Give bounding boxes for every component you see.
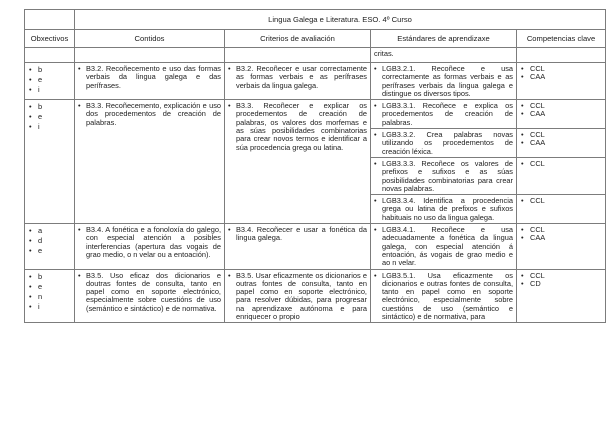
objectives-list (28, 226, 71, 256)
criterion-text: • B3.5. Usar eficazmente os dicionarios e outras fontes de consulta, tanto en papel como en soporte electrónico, para resolver dúbidas, para progresar na aprendizaxe autónoma e para enriquecer o propio (228, 272, 367, 322)
content-text: • B3.4. A fonética e a fonoloxía do galego, con especial atención a posibles interferencias (apertura das vogais de grao medio, o n velar ou a entoación). (78, 226, 221, 259)
criterion-text: • B3.4. Recoñecer e usar a fonética da lingua galega. (228, 226, 367, 243)
curriculum-table (24, 9, 606, 323)
standard-cell (371, 224, 517, 269)
competence-item: • CCL (520, 272, 602, 280)
criterion-cell (225, 63, 371, 100)
objective-item: • e (28, 246, 71, 256)
competences-list (520, 65, 602, 82)
competence-item: • CCL (520, 102, 602, 110)
competences-cell (517, 100, 606, 129)
objectives-list (28, 65, 71, 95)
table-row (25, 100, 606, 129)
objectives-cell (25, 63, 75, 100)
header-row (25, 30, 606, 48)
objective-item: • i (28, 302, 71, 312)
objective-item: • b (28, 102, 71, 112)
competence-item: • CAA (520, 234, 602, 242)
competence-item: • CD (520, 280, 602, 288)
header-objectives: Obxectivos (25, 30, 75, 48)
content-cell (75, 63, 225, 100)
criterion-text: • B3.2. Recoñecer e usar correctamente as formas verbais e as perífrases verbais da lingua galega. (228, 65, 367, 90)
competence-item: • CCL (520, 226, 602, 234)
objective-item: • e (28, 282, 71, 292)
objective-item: • i (28, 122, 71, 132)
empty-corner-cell (25, 10, 75, 30)
objectives-list (28, 272, 71, 312)
criterion-cell (225, 269, 371, 323)
competence-item: • CAA (520, 73, 602, 81)
standard-cell (371, 100, 517, 129)
title-row (25, 10, 606, 30)
objective-item: • b (28, 272, 71, 282)
competences-cell (517, 63, 606, 100)
table-body (25, 10, 606, 323)
competence-item: • CAA (520, 110, 602, 118)
competence-item: • CAA (520, 139, 602, 147)
content-cell (75, 269, 225, 323)
table-row (25, 269, 606, 323)
continuation-standard-text: critas. (371, 48, 517, 63)
competences-cell (517, 269, 606, 323)
table-title: Lingua Galega e Literatura. ESO. 4º Curso (75, 10, 606, 30)
continuation-empty-cell (75, 48, 225, 63)
standard-cell (371, 269, 517, 323)
competences-cell (517, 224, 606, 269)
competences-list (520, 226, 602, 243)
standard-text: • LGB3.3.4. Identifica a procedencia grega ou latina de prefixos e sufixos habituais no uso da lingua galega. (374, 197, 513, 222)
objective-item: • i (28, 85, 71, 95)
standard-cell (371, 129, 517, 158)
content-text: • B3.5. Uso eficaz dos dicionarios e doutras fontes de consulta, tanto en papel como en soporte electrónico, especialmente sobre cuestións de uso (semántico e sintáctico) e de normativa. (78, 272, 221, 313)
standard-cell (371, 195, 517, 224)
standard-text: • LGB3.3.1. Recoñece e explica os procedementos de creación de palabras. (374, 102, 513, 127)
standard-text: • LGB3.4.1. Recoñece e usa adecuadamente a fonética da lingua galega, con especial atención á entoación, ás vogais de grao medio e ao n velar. (374, 226, 513, 267)
header-contents: Contidos (75, 30, 225, 48)
objectives-cell (25, 269, 75, 323)
continuation-empty-cell (225, 48, 371, 63)
competences-list (520, 272, 602, 289)
header-competences: Competencias clave (517, 30, 606, 48)
competences-cell (517, 129, 606, 158)
competences-list (520, 160, 602, 168)
content-cell (75, 100, 225, 224)
competences-list (520, 197, 602, 205)
continuation-empty-cell (25, 48, 75, 63)
criterion-text: • B3.3. Recoñecer e explicar os procedementos de creación de palabras, os valores dos morfemas e as súas posibilidades combinatorias para crear novos termos e identificar a súa procedencia grega ou latina. (228, 102, 367, 152)
header-standards: Estándares de aprendizaxe (371, 30, 517, 48)
competences-list (520, 131, 602, 148)
content-text: • B3.3. Recoñecemento, explicación e uso dos procedementos de creación de palabras. (78, 102, 221, 127)
header-criteria: Criterios de avaliación (225, 30, 371, 48)
continuation-empty-cell (517, 48, 606, 63)
table-row (25, 224, 606, 269)
objectives-list (28, 102, 71, 132)
competence-item: • CCL (520, 160, 602, 168)
standard-text: • LGB3.5.1. Usa eficazmente os dicionarios e outras fontes de consulta, tanto en papel como en soporte electrónico, especialmente sobre cuestións de uso (semántico e sintáctico) e de normativa, para (374, 272, 513, 322)
objective-item: • e (28, 112, 71, 122)
competences-cell (517, 157, 606, 194)
objective-item: • e (28, 75, 71, 85)
competences-list (520, 102, 602, 119)
standard-text: • LGB3.3.3. Recoñece os valores de prefixos e sufixos e as súas posibilidades combinatorias para crear novas palabras. (374, 160, 513, 193)
competences-cell (517, 195, 606, 224)
objectives-cell (25, 100, 75, 224)
competence-item: • CCL (520, 65, 602, 73)
objective-item: • d (28, 236, 71, 246)
objectives-cell (25, 224, 75, 269)
criterion-cell (225, 100, 371, 224)
competence-item: • CCL (520, 131, 602, 139)
content-text: • B3.2. Recoñecemento e uso das formas verbais da lingua galega e das perífrases. (78, 65, 221, 90)
objective-item: • n (28, 292, 71, 302)
competence-item: • CCL (520, 197, 602, 205)
objective-item: • b (28, 65, 71, 75)
standard-cell (371, 157, 517, 194)
table-row (25, 63, 606, 100)
criterion-cell (225, 224, 371, 269)
standard-text: • LGB3.2.1. Recoñece e usa correctamente as formas verbais e as perífrases verbais da lingua galega e distingue os diversos tipos. (374, 65, 513, 98)
standard-cell (371, 63, 517, 100)
continuation-row (25, 48, 606, 63)
standard-text: • LGB3.3.2. Crea palabras novas utilizando os procedementos de creación léxica. (374, 131, 513, 156)
content-cell (75, 224, 225, 269)
objective-item: • a (28, 226, 71, 236)
